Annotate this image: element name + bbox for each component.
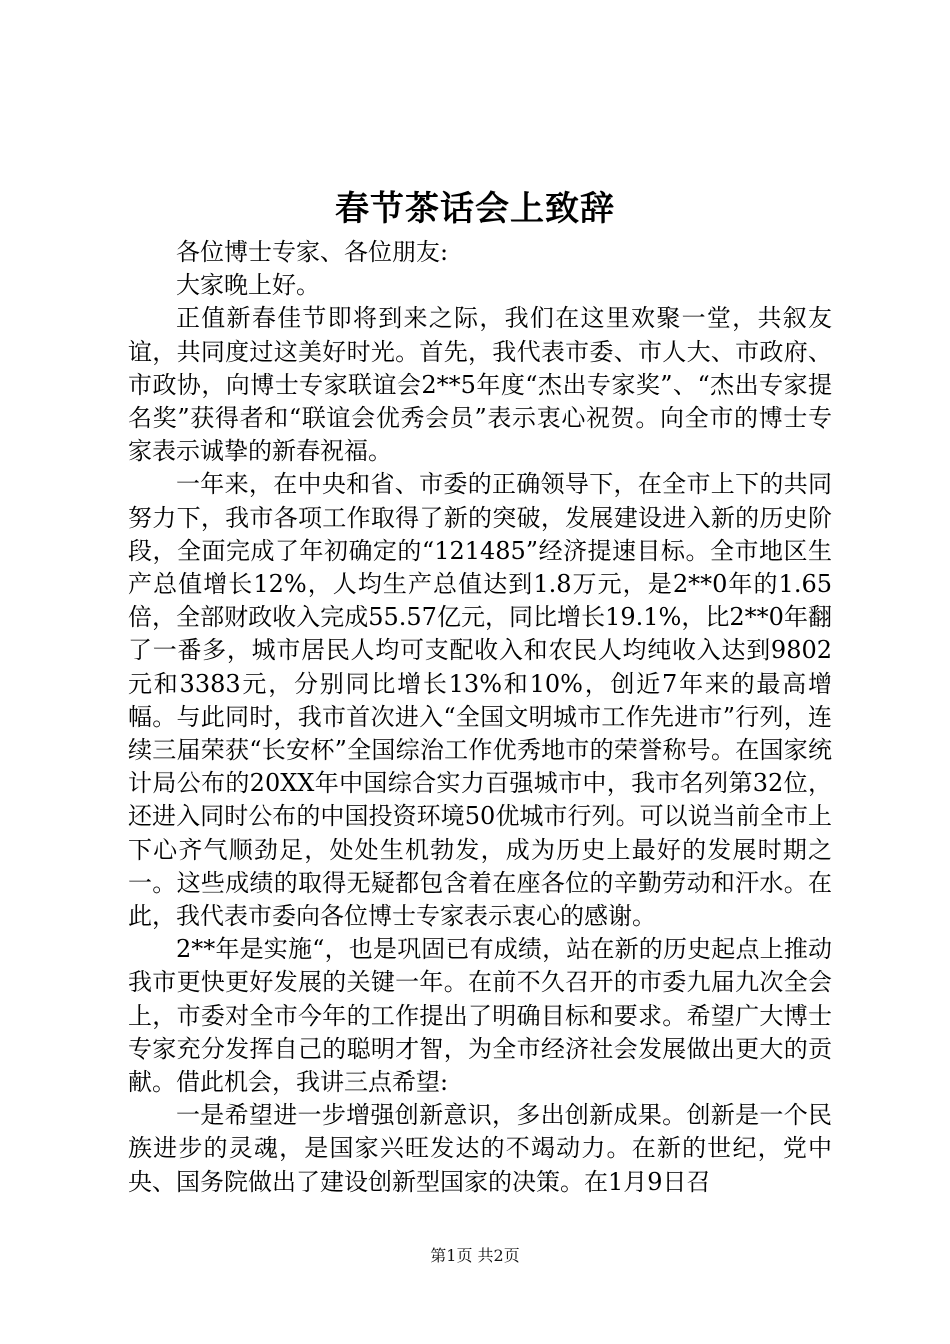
document-body bbox=[128, 236, 832, 1199]
greeting-line: 大家晚上好。 bbox=[176, 271, 320, 300]
salutation: 各位博士专家、各位朋友: bbox=[176, 238, 449, 266]
page-footer: 第1页 共2页 bbox=[430, 1246, 520, 1265]
body-paragraph: 正值新春佳节即将到来之际，我们在这里欢聚一堂，共叙友谊，共同度过这美好时光。首先，我代表市委、市人大、市政府、市政协，向博士专家联谊会2**5年度“杰出专家奖”、“杰出专家提名奖”获得者和“联谊会优秀会员”表示衷心祝贺。向全市的博士专家表示诚挚的新春祝福。 bbox=[128, 304, 832, 466]
document-title: 春节茶话会上致辞 bbox=[335, 189, 615, 229]
body-paragraph: 一是希望进一步增强创新意识，多出创新成果。创新是一个民族进步的灵魂，是国家兴旺发达的不竭动力。在新的世纪，党中央、国务院做出了建设创新型国家的决策。在1月9日召 bbox=[128, 1101, 832, 1196]
body-paragraph: 2**年是实施“，也是巩固已有成绩，站在新的历史起点上推动我市更快更好发展的关键一年。在前不久召开的市委九届九次全会上，市委对全市今年的工作提出了明确目标和要求。希望广大博士专家充分发挥自己的聪明才智，为全市经济社会发展做出更大的贡献。借此机会，我讲三点希望: bbox=[128, 935, 832, 1097]
body-paragraph: 一年来，在中央和省、市委的正确领导下，在全市上下的共同努力下，我市各项工作取得了新的突破，发展建设进入新的历史阶段，全面完成了年初确定的“121485”经济提速目标。全市地区生产总值增长12%，人均生产总值达到1.8万元，是2**0年的1.65倍，全部财政收入完成55.57亿元，同比增长19.1%，比2**0年翻了一番多，城市居民人均可支配收入和农民人均纯收入达到9802元和3383元，分别同比增长13%和10%，创近7年来的最高增幅。与此同时，我市首次进入“全国文明城市工作先进市”行列，连续三届荣获“长安杯”全国综治工作优秀地市的荣誉称号。在国家统计局公布的20XX年中国综合实力百强城市中，我市名列第32位，还进入同时公布的中国投资环境50优城市行列。可以说当前全市上下心齐气顺劲足，处处生机勃发，成为历史上最好的发展时期之一。这些成绩的取得无疑都包含着在座各位的辛勤劳动和汗水。在此，我代表市委向各位博士专家表示衷心的感谢。 bbox=[128, 470, 832, 931]
